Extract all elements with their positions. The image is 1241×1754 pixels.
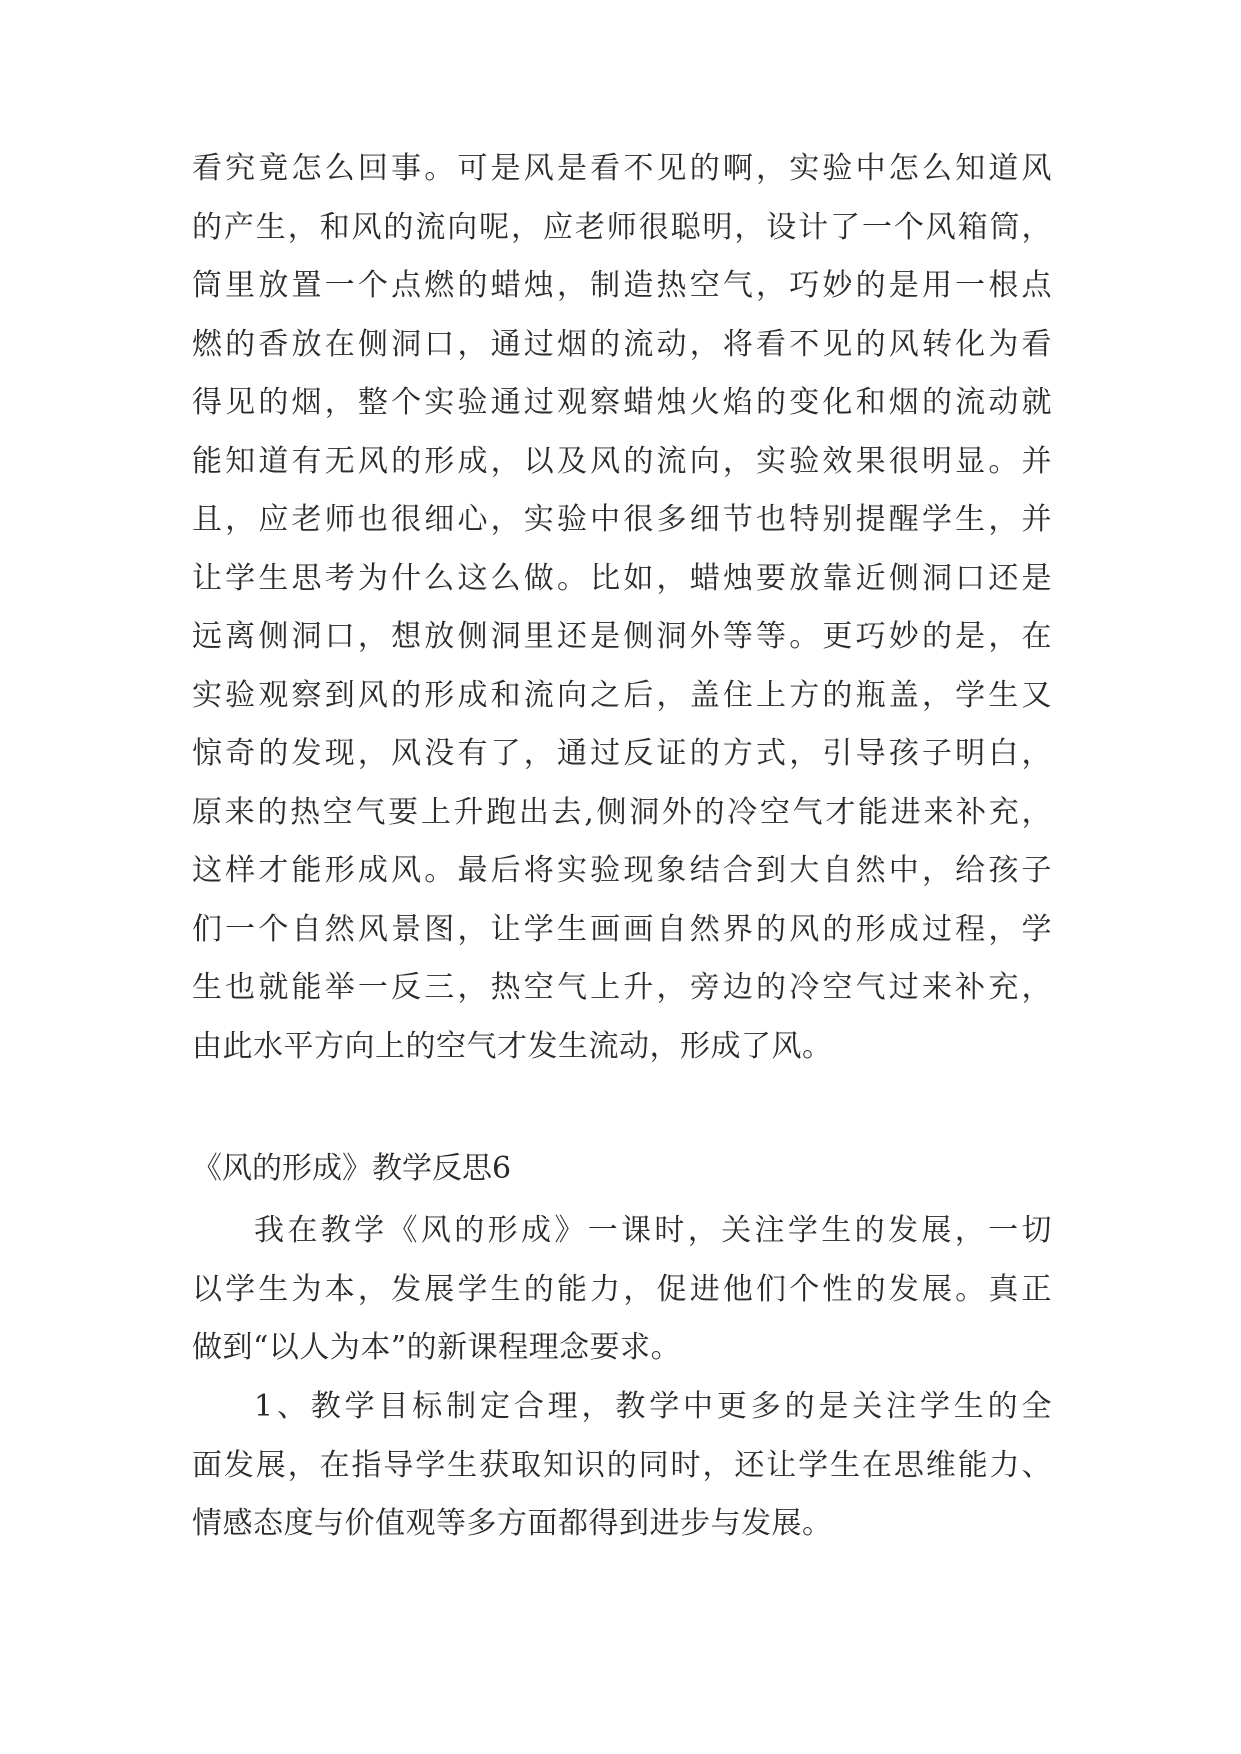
paragraph-2	[192, 1202, 1052, 1378]
text-line: 我在教学《风的形成》一课时，关注学生的发展，一切	[254, 1213, 1052, 1248]
text-line: 面发展，在指导学生获取知识的同时，还让学生在思维能力、	[192, 1447, 1052, 1483]
text-line: 筒里放置一个点燃的蜡烛，制造热空气，巧妙的是用一根点	[192, 268, 1052, 303]
text-line: 且，应老师也很细心，实验中很多细节也特别提醒学生，并	[192, 502, 1052, 537]
section-heading: 《风的形成》教学反思6	[192, 1151, 512, 1186]
text-line: 得见的烟，整个实验通过观察蜡烛火焰的变化和烟的流动就	[192, 385, 1052, 420]
text-line: 由此水平方向上的空气才发生流动，形成了风。	[192, 1028, 833, 1064]
text-line: 1、教学目标制定合理，教学中更多的是关注学生的全	[254, 1389, 1052, 1424]
text-line: 们一个自然风景图，让学生画画自然界的风的形成过程，学	[192, 911, 1052, 947]
text-line: 以学生为本，发展学生的能力，促进他们个性的发展。真正	[192, 1271, 1052, 1307]
text-line: 做到“以人为本”的新课程理念要求。	[192, 1330, 682, 1365]
text-line: 远离侧洞口，想放侧洞里还是侧洞外等等。更巧妙的是，在	[192, 619, 1052, 654]
text-line: 让学生思考为什么这么做。比如，蜡烛要放靠近侧洞口还是	[192, 560, 1052, 596]
text-line: 看究竟怎么回事。可是风是看不见的啊，实验中怎么知道风	[192, 151, 1052, 186]
text-line: 惊奇的发现，风没有了，通过反证的方式，引导孩子明白，	[192, 736, 1052, 771]
paragraph-3	[192, 1378, 1052, 1554]
text-line: 能知道有无风的形成，以及风的流向，实验效果很明显。并	[192, 443, 1052, 479]
text-line: 这样才能形成风。最后将实验现象结合到大自然中，给孩子	[192, 853, 1052, 888]
text-line: 情感态度与价值观等多方面都得到进步与发展。	[192, 1506, 833, 1541]
text-line: 实验观察到风的形成和流向之后，盖住上方的瓶盖，学生又	[192, 677, 1052, 713]
paragraph-1	[192, 140, 1052, 1076]
text-line: 燃的香放在侧洞口，通过烟的流动，将看不见的风转化为看	[192, 326, 1052, 362]
text-line: 的产生，和风的流向呢，应老师很聪明，设计了一个风箱筒，	[192, 209, 1052, 245]
text-line: 生也就能举一反三，热空气上升，旁边的冷空气过来补充，	[192, 970, 1052, 1005]
text-line: 原来的热空气要上升跑出去,侧洞外的冷空气才能进来补充，	[192, 794, 1052, 830]
